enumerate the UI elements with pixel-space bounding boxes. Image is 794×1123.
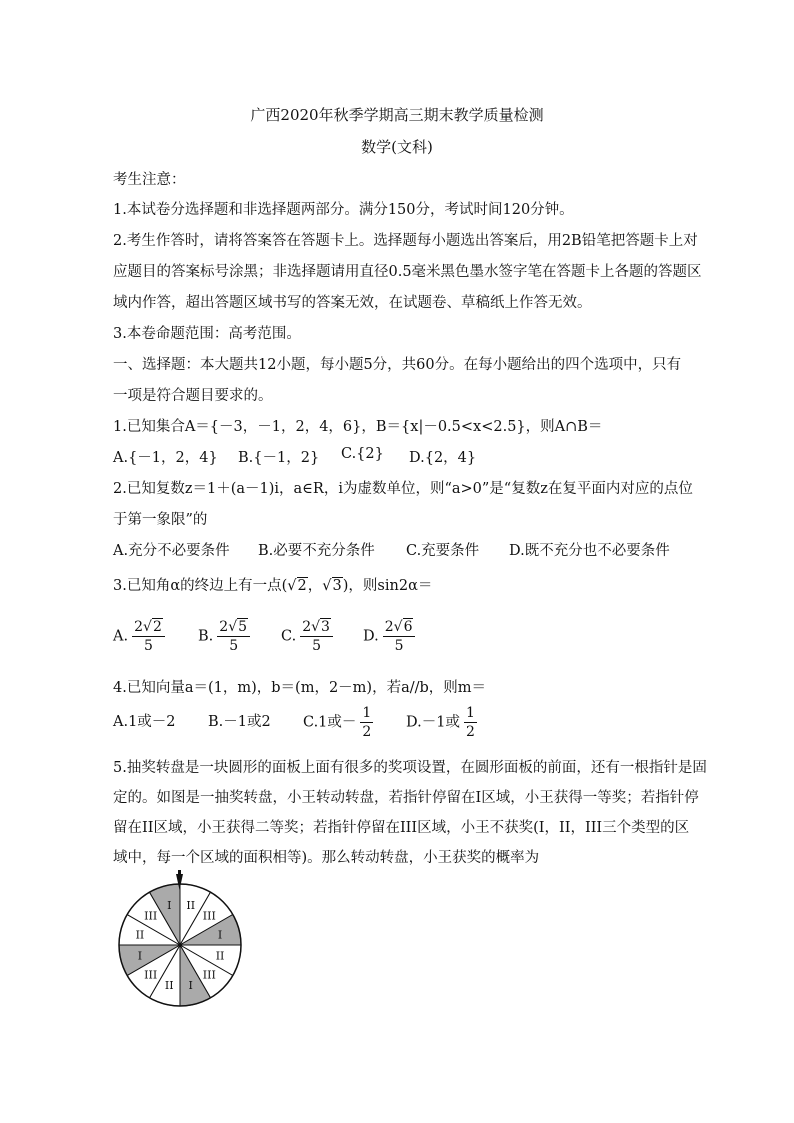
fraction: $\frac{1}{2}$: [362, 705, 372, 740]
fraction: $\frac{2√2}{5}$: [132, 618, 165, 655]
wheel-sectors: [119, 884, 241, 1006]
option-d: D.既不充分也不必要条件: [509, 543, 670, 559]
option-d: D. $\frac{2√6}{5}$: [363, 618, 415, 655]
option-a: A.{－1，2，4}: [113, 450, 218, 466]
wheel-sector-label: III: [144, 968, 158, 982]
question-4-stem: 4.已知向量a＝(1，m)，b＝(m，2－m)，若a//b，则m＝: [113, 680, 487, 696]
fraction: $\frac{2√3}{5}$: [300, 618, 333, 655]
fraction: $\frac{2√5}{5}$: [217, 618, 250, 655]
wheel-sector-label: III: [202, 909, 216, 923]
wheel-sector-label: II: [186, 898, 196, 912]
option-c: C.1或－ $\frac{1}{2}$: [303, 705, 372, 740]
notice-heading: 考生注意：: [113, 172, 186, 188]
wheel-sector-label: II: [164, 979, 174, 993]
option-d: D.－1或 $\frac{1}{2}$: [406, 705, 475, 740]
option-c: C.充要条件: [406, 543, 480, 559]
exam-subtitle: 数学(文科): [361, 138, 433, 156]
section-heading-cont: 一项是符合题目要求的。: [113, 388, 273, 404]
option-b: B. $\frac{2√5}{5}$: [198, 618, 250, 655]
question-2-stem: 2.已知复数z＝1＋(a－1)i，a∈R，i为虚数单位，则“a>0”是“复数z在复平面内对应的点位: [113, 481, 693, 497]
section-heading: 一、选择题：本大题共12小题，每小题5分，共60分。在每小题给出的四个选项中，只有: [113, 357, 682, 373]
question-2-stem-cont: 于第一象限”的: [113, 512, 208, 528]
wheel-sector-label: III: [144, 909, 158, 923]
lottery-wheel-figure: [116, 870, 246, 1008]
option-a: A. $\frac{2√2}{5}$: [113, 618, 165, 655]
question-5-stem-cont: 域中，每一个区域的面积相等)。那么转动转盘，小王获奖的概率为: [113, 850, 540, 866]
wheel-sector-label: II: [135, 928, 145, 942]
question-5-stem-cont: 留在II区域，小王获得二等奖；若指针停留在III区域，小王不获奖(I，II，III三个类型的区: [113, 820, 690, 836]
notice-line: 2.考生作答时，请将答案答在答题卡上。选择题每小题选出答案后，用2B铅笔把答题卡上对: [113, 233, 698, 249]
question-3-stem: 3.已知角α的终边上有一点(√2，√3)，则sin2α＝: [113, 578, 433, 594]
wheel-sector-label: I: [217, 928, 223, 942]
option-c: C.{2}: [341, 446, 384, 462]
option-d: D.{2，4}: [409, 450, 477, 466]
wheel-sector-label: III: [202, 968, 216, 982]
wheel-sector-label: II: [215, 949, 225, 963]
option-c: C. $\frac{2√3}{5}$: [281, 618, 333, 655]
option-a: A.充分不必要条件: [113, 543, 230, 559]
notice-line: 3.本卷命题范围：高考范围。: [113, 326, 301, 342]
wheel-sector-label: I: [167, 898, 172, 912]
notice-line: 1.本试卷分选择题和非选择题两部分。满分150分，考试时间120分钟。: [113, 202, 574, 218]
option-a: A.1或－2: [113, 714, 176, 730]
question-1-stem: 1.已知集合A＝{－3，－1，2，4，6}，B＝{x|－0.5<x<2.5}，则A∩B＝: [113, 419, 603, 435]
option-b: B.－1或2: [208, 714, 271, 730]
sqrt-expression: √2: [287, 578, 307, 594]
exam-title: 广西2020年秋季学期高三期末教学质量检测: [250, 106, 544, 124]
sqrt-expression: √3: [322, 578, 342, 594]
fraction: $\frac{1}{2}$: [465, 705, 475, 740]
question-5-stem: 5.抽奖转盘是一块圆形的面板上面有很多的奖项设置，在圆形面板的前面，还有一根指针是固: [113, 760, 707, 776]
wheel-sector-label: I: [188, 979, 193, 993]
notice-line: 域内作答，超出答题区域书写的答案无效，在试题卷、草稿纸上作答无效。: [113, 295, 592, 311]
question-5-stem-cont: 定的。如图是一抽奖转盘，小王转动转盘，若指针停留在I区域，小王获得一等奖；若指针停: [113, 790, 699, 806]
option-b: B.必要不充分条件: [258, 543, 375, 559]
option-b: B.{－1，2}: [238, 450, 320, 466]
wheel-sector-label: I: [137, 949, 143, 963]
notice-line: 应题目的答案标号涂黑；非选择题请用直径0.5毫米黑色墨水签字笔在答题卡上各题的答题区: [113, 264, 702, 280]
fraction: $\frac{2√6}{5}$: [383, 618, 416, 655]
